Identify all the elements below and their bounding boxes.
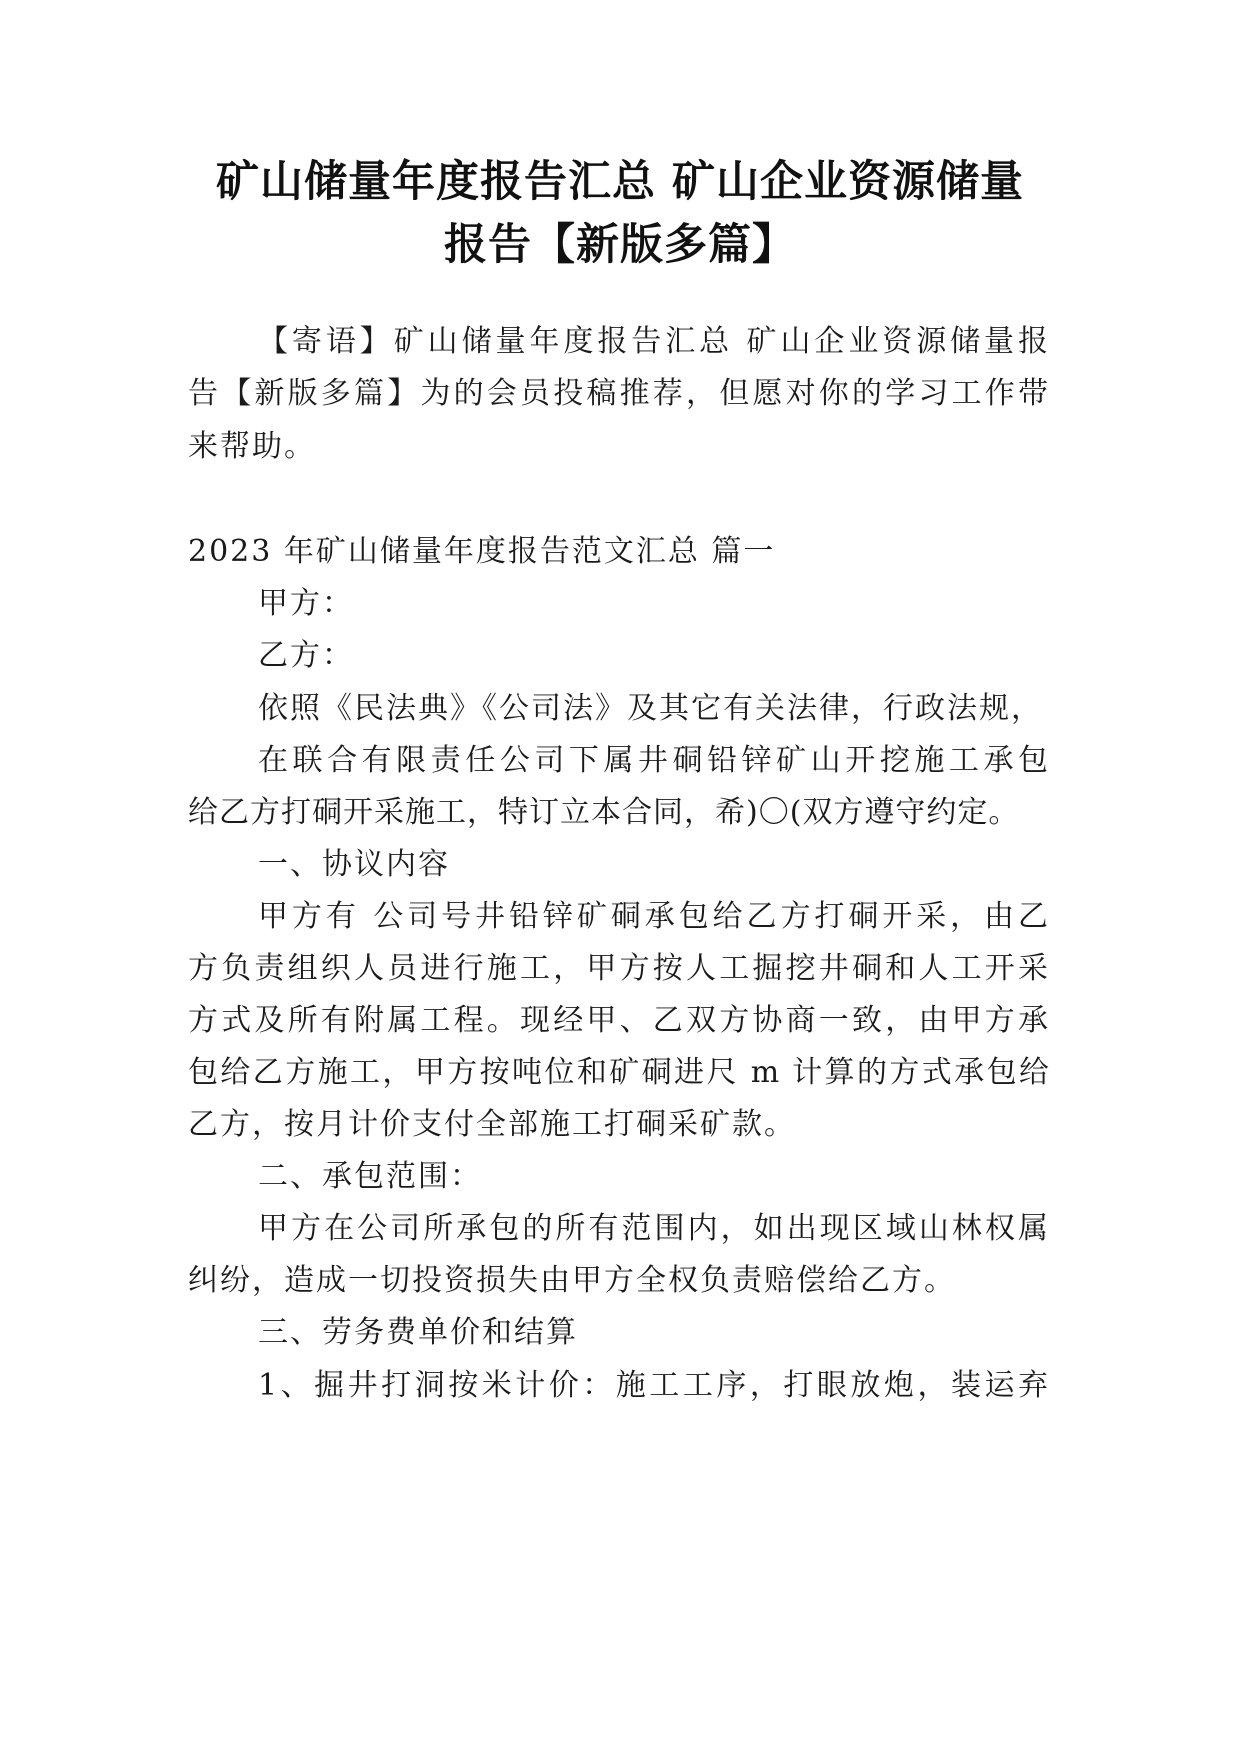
basis-line: 依照《民法典》《公司法》及其它有关法律，行政法规，: [258, 691, 1043, 726]
para2-line-2: 方负责组织人员进行施工，甲方按人工掘挖井硐和人工开采: [188, 951, 1050, 986]
para1-line-1: 在联合有限责任公司下属井硐铅锌矿山开挖施工承包: [258, 743, 1050, 778]
document-title-line-1: 矿山储量年度报告汇总 矿山企业资源储量: [216, 157, 1024, 207]
para2-line-1: 甲方有 公司号井铅锌矿硐承包给乙方打硐开采，由乙: [258, 899, 1050, 934]
heading-3: 三、劳务费单价和结算: [258, 1315, 578, 1350]
heading-2: 二、承包范围：: [258, 1159, 482, 1194]
preface-line-1: 【寄语】矿山储量年度报告汇总 矿山企业资源储量报: [258, 324, 1050, 359]
preface-line-2: 告【新版多篇】为的会员投稿推荐，但愿对你的学习工作带: [188, 376, 1050, 411]
preface-line-3: 来帮助。: [188, 429, 316, 464]
para2-line-4: 包给乙方施工，甲方按吨位和矿硐进尺 m 计算的方式承包给: [188, 1055, 1050, 1090]
party-a-label: 甲方：: [258, 586, 354, 621]
para3-line-2: 纠纷，造成一切投资损失由甲方全权负责赔偿给乙方。: [188, 1263, 956, 1298]
para2-line-3: 方式及所有附属工程。现经甲、乙双方协商一致，由甲方承: [188, 1003, 1050, 1038]
para1-line-2: 给乙方打硐开采施工，特订立本合同，希)〇(双方遵守约定。: [188, 795, 1020, 830]
document-title-line-2: 报告【新版多篇】: [444, 220, 796, 270]
party-b-label: 乙方：: [258, 638, 354, 673]
para2-line-5: 乙方，按月计价支付全部施工打硐采矿款。: [188, 1107, 796, 1142]
item-1-line: 1、掘井打洞按米计价：施工工序，打眼放炮，装运弃: [258, 1368, 1050, 1403]
heading-1: 一、协议内容: [258, 847, 450, 882]
para3-line-1: 甲方在公司所承包的所有范围内，如出现区域山林权属: [258, 1211, 1050, 1246]
section-heading: 2023 年矿山储量年度报告范文汇总 篇一: [188, 534, 776, 569]
